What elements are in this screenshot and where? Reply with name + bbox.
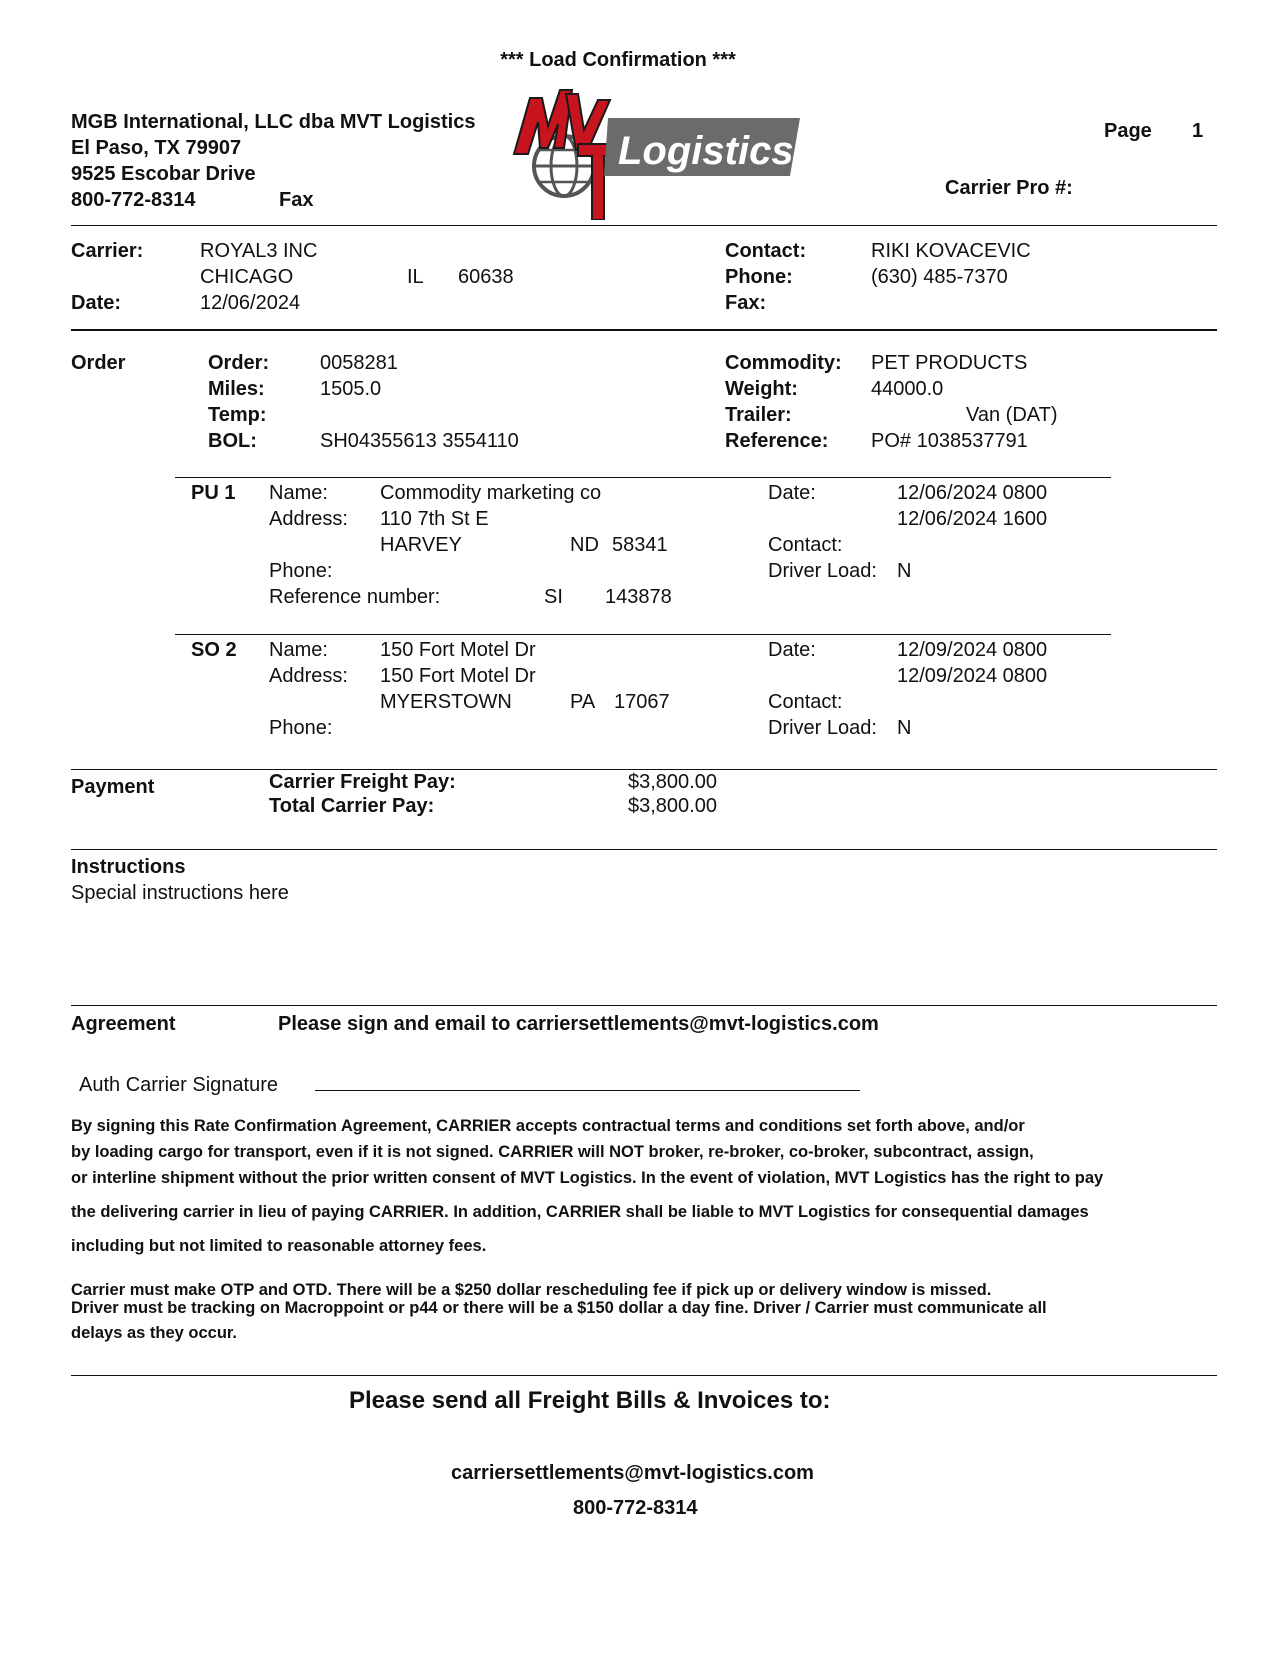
stop-name: 150 Fort Motel Dr bbox=[380, 639, 536, 661]
stop-address-label: Address: bbox=[269, 665, 348, 687]
stop-label: PU 1 bbox=[191, 482, 236, 504]
company-street: 9525 Escobar Drive bbox=[71, 163, 256, 185]
carrier-phone: (630) 485-7370 bbox=[871, 266, 1008, 288]
stop-ref-type: SI bbox=[544, 586, 563, 608]
order-number: 0058281 bbox=[320, 352, 398, 374]
agreement-section-label: Agreement bbox=[71, 1013, 176, 1035]
stop-name-label: Name: bbox=[269, 639, 328, 661]
fax-label: Fax: bbox=[725, 292, 767, 314]
stop-date-to: 12/06/2024 1600 bbox=[897, 508, 1048, 530]
stop-phone-label: Phone: bbox=[269, 560, 333, 582]
carrier-city: CHICAGO bbox=[200, 266, 294, 288]
miles-label: Miles: bbox=[208, 378, 265, 400]
order-section-label: Order bbox=[71, 352, 126, 374]
page-label: Page bbox=[1104, 120, 1152, 142]
order-label: Order: bbox=[208, 352, 270, 374]
bol-label: BOL: bbox=[208, 430, 257, 452]
carrier-state: IL bbox=[407, 266, 424, 288]
notice-line: Carrier must make OTP and OTD. There will be a $250 dollar rescheduling fee if pick up or delivery window is missed. bbox=[71, 1281, 992, 1299]
company-phone: 800-772-8314 bbox=[71, 189, 196, 211]
terms-line: the delivering carrier in lieu of paying CARRIER. In addition, CARRIER shall be liable to MVT Logistics for consequential damages bbox=[71, 1203, 1089, 1221]
terms-line: or interline shipment without the prior written consent of MVT Logistics. In the event of violation, MVT Logistics has the right to pay bbox=[71, 1169, 1104, 1187]
stop-phone-label: Phone: bbox=[269, 717, 333, 739]
weight-label: Weight: bbox=[725, 378, 798, 400]
divider bbox=[71, 769, 1217, 770]
terms-line: including but not limited to reasonable attorney fees. bbox=[71, 1237, 487, 1255]
divider bbox=[175, 477, 1111, 478]
stop-label: SO 2 bbox=[191, 639, 237, 661]
trailer-label: Trailer: bbox=[725, 404, 792, 426]
mvt-logistics-logo bbox=[512, 84, 812, 220]
stop-date-label: Date: bbox=[768, 482, 816, 504]
stop-address: 150 Fort Motel Dr bbox=[380, 665, 536, 687]
company-fax-label: Fax bbox=[279, 189, 314, 211]
footer-phone: 800-772-8314 bbox=[573, 1497, 698, 1519]
freight-pay-label: Carrier Freight Pay: bbox=[269, 771, 456, 793]
stop-driver-load-label: Driver Load: bbox=[768, 560, 877, 582]
notice-line: delays as they occur. bbox=[71, 1324, 238, 1342]
divider bbox=[71, 329, 1217, 331]
reference-label: Reference: bbox=[725, 430, 829, 452]
stop-ref-label: Reference number: bbox=[269, 586, 441, 608]
carrier-name: ROYAL3 INC bbox=[200, 240, 318, 262]
instructions-section-label: Instructions bbox=[71, 856, 186, 878]
carrier-date: 12/06/2024 bbox=[200, 292, 301, 314]
terms-line: By signing this Rate Confirmation Agreement, CARRIER accepts contractual terms and conditions set forth above, and/or bbox=[71, 1117, 1025, 1135]
stop-date-label: Date: bbox=[768, 639, 816, 661]
payment-section-label: Payment bbox=[71, 776, 155, 798]
instructions-text: Special instructions here bbox=[71, 882, 289, 904]
stop-address-label: Address: bbox=[269, 508, 348, 530]
company-city-line: El Paso, TX 79907 bbox=[71, 137, 242, 159]
total-pay-amount: $3,800.00 bbox=[628, 795, 717, 817]
stop-contact-label: Contact: bbox=[768, 691, 843, 713]
carrier-pro-label: Carrier Pro #: bbox=[945, 177, 1073, 199]
contact-label: Contact: bbox=[725, 240, 807, 262]
divider bbox=[175, 634, 1111, 635]
page-number: 1 bbox=[1192, 120, 1204, 142]
notice-line: Driver must be tracking on Macroppoint or p44 or there will be a $150 dollar a day fine. Driver / Carrier must communicate all bbox=[71, 1299, 1047, 1317]
stop-name-label: Name: bbox=[269, 482, 328, 504]
signature-label: Auth Carrier Signature bbox=[79, 1074, 278, 1096]
order-reference: PO# 1038537791 bbox=[871, 430, 1028, 452]
divider bbox=[71, 225, 1217, 226]
stop-state: PA bbox=[570, 691, 596, 713]
stop-date-from: 12/06/2024 0800 bbox=[897, 482, 1048, 504]
stop-driver-load: N bbox=[897, 560, 912, 582]
stop-zip: 58341 bbox=[612, 534, 668, 556]
agreement-sign-text: Please sign and email to carriersettlements@mvt-logistics.com bbox=[278, 1013, 879, 1035]
stop-driver-load: N bbox=[897, 717, 912, 739]
temp-label: Temp: bbox=[208, 404, 267, 426]
signature-line[interactable] bbox=[315, 1090, 860, 1091]
stop-contact-label: Contact: bbox=[768, 534, 843, 556]
carrier-label: Carrier: bbox=[71, 240, 144, 262]
order-weight: 44000.0 bbox=[871, 378, 944, 400]
stop-city: MYERSTOWN bbox=[380, 691, 512, 713]
date-label: Date: bbox=[71, 292, 122, 314]
divider bbox=[71, 1375, 1217, 1376]
carrier-contact: RIKI KOVACEVIC bbox=[871, 240, 1031, 262]
phone-label: Phone: bbox=[725, 266, 793, 288]
stop-ref-value: 143878 bbox=[605, 586, 672, 608]
order-miles: 1505.0 bbox=[320, 378, 382, 400]
logo-text: Logistics bbox=[618, 129, 794, 173]
stop-zip: 17067 bbox=[614, 691, 670, 713]
order-bol: SH04355613 3554110 bbox=[320, 430, 519, 452]
order-trailer: Van (DAT) bbox=[966, 404, 1058, 426]
order-commodity: PET PRODUCTS bbox=[871, 352, 1028, 374]
stop-address: 110 7th St E bbox=[380, 508, 489, 530]
commodity-label: Commodity: bbox=[725, 352, 842, 374]
footer-email: carriersettlements@mvt-logistics.com bbox=[451, 1462, 814, 1484]
footer-heading: Please send all Freight Bills & Invoices to: bbox=[349, 1387, 831, 1414]
stop-city: HARVEY bbox=[380, 534, 462, 556]
company-name: MGB International, LLC dba MVT Logistics bbox=[71, 111, 476, 133]
stop-name: Commodity marketing co bbox=[380, 482, 602, 504]
terms-line: by loading cargo for transport, even if it is not signed. CARRIER will NOT broker, re-broker, co-broker, subcontract, assign, bbox=[71, 1143, 1034, 1161]
stop-state: ND bbox=[570, 534, 599, 556]
freight-pay-amount: $3,800.00 bbox=[628, 771, 717, 793]
stop-driver-load-label: Driver Load: bbox=[768, 717, 877, 739]
document-title: *** Load Confirmation *** bbox=[500, 49, 736, 71]
divider bbox=[71, 849, 1217, 850]
stop-date-to: 12/09/2024 0800 bbox=[897, 665, 1048, 687]
stop-date-from: 12/09/2024 0800 bbox=[897, 639, 1048, 661]
divider bbox=[71, 1005, 1217, 1006]
carrier-zip: 60638 bbox=[458, 266, 514, 288]
total-pay-label: Total Carrier Pay: bbox=[269, 795, 435, 817]
